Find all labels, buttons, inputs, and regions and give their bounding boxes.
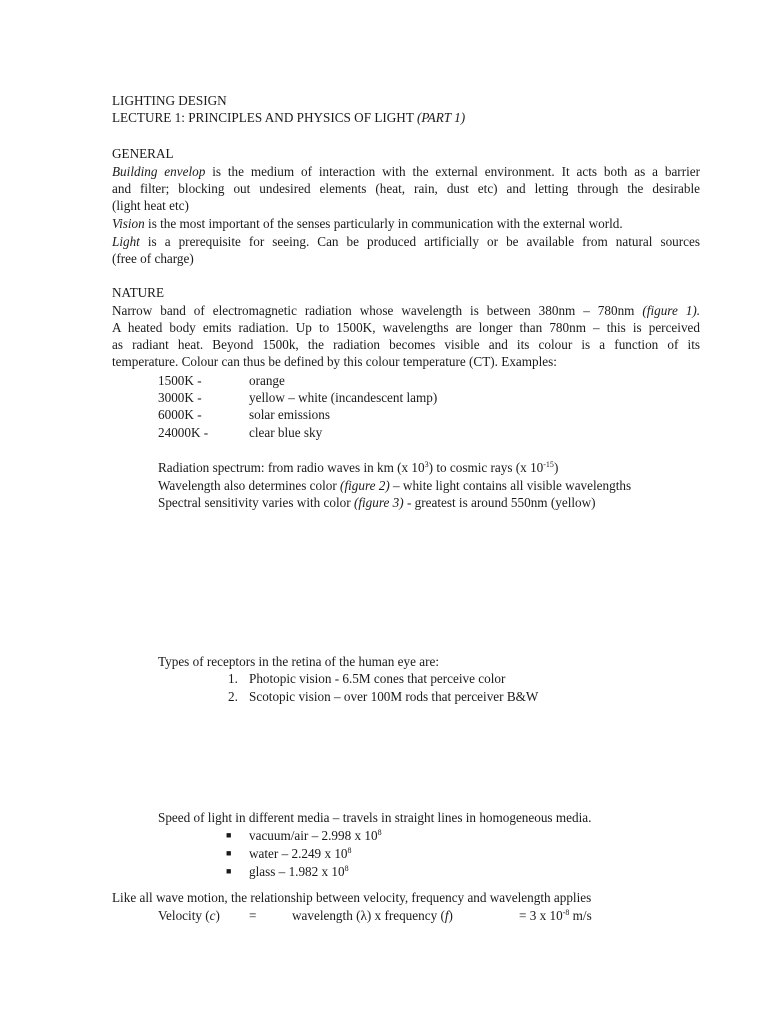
- envelop-line-3: (light heat etc): [112, 198, 189, 213]
- example-temp: 1500K -: [158, 373, 202, 388]
- sensitivity-line: Spectral sensitivity varies with color (figure 3) - greatest is around 550nm (yellow): [158, 495, 596, 510]
- media-item: vacuum/air – 2.998 x $10^8$: [249, 828, 382, 843]
- example-temp: 3000K -: [158, 390, 202, 405]
- lecture-part: (PART 1): [416, 110, 466, 125]
- figure-2-ref: (figure 2): [340, 478, 390, 493]
- example-temp: 24000K -: [158, 425, 209, 440]
- velocity-symbol: c: [209, 908, 216, 923]
- envelop-line-1: Building envelop is the medium of interaction with the external environment. It acts both as a barrier: [112, 164, 701, 179]
- light-line-1: Light is a prerequisite for seeing. Can be produced artificially or be available from natural sources: [112, 234, 700, 249]
- wave-intro: Like all wave motion, the relationship between velocity, frequency and wavelength applies: [112, 890, 592, 905]
- example-desc: solar emissions: [249, 407, 330, 422]
- example-temp: 6000K -: [158, 407, 202, 422]
- nature-line-4: temperature. Colour can thus be defined by this colour temperature (CT). Examples:: [112, 354, 557, 369]
- envelop-term: Building envelop: [112, 164, 206, 179]
- spectrum-line: Radiation spectrum: from radio waves in km (x $10^3$) to cosmic rays (x $10^{-15}$): [158, 460, 559, 475]
- lecture-title: LECTURE 1: PRINCIPLES AND PHYSICS OF LIGHT (PART 1): [112, 110, 466, 125]
- bullet-icon: ■: [226, 866, 232, 876]
- example-desc: orange: [249, 373, 285, 388]
- media-item: water – 2.249 x $10^8$: [249, 846, 352, 861]
- nature-line-3: as radiant heat. Beyond 1500k, the radiation becomes visible and its colour is a function of its: [112, 337, 700, 352]
- vision-line: Vision is the most important of the senses particularly in communication with the external world.: [112, 216, 623, 231]
- example-desc: yellow – white (incandescent lamp): [249, 390, 438, 405]
- media-item: glass – 1.982 x $10^8$: [249, 864, 349, 879]
- receptor-text: Photopic vision - 6.5M cones that perceive color: [249, 671, 506, 686]
- nature-line-1: Narrow band of electromagnetic radiation whose wavelength is between 380nm – 780nm (figure 1).: [112, 303, 701, 318]
- doc-title: LIGHTING DESIGN: [112, 93, 227, 108]
- light-term: Light: [112, 234, 140, 249]
- figure-1-ref: (figure 1).: [642, 303, 701, 318]
- receptor-number: 2.: [228, 689, 238, 704]
- equals-sign: =: [249, 908, 257, 923]
- vision-term: Vision: [112, 216, 145, 231]
- velocity-label: Velocity (c): [158, 908, 220, 923]
- velocity-result: = 3 x $10^{-8}$ m/s: [519, 908, 592, 923]
- wavelength-frequency: wavelength (λ) x frequency (f): [292, 908, 453, 923]
- receptors-intro: Types of receptors in the retina of the human eye are:: [158, 654, 440, 669]
- light-line-2: (free of charge): [112, 251, 194, 266]
- envelop-line-2: and filter; blocking out undesired elements (heat, rain, dust etc) and letting through the desirable: [112, 181, 700, 196]
- bullet-icon: ■: [226, 830, 232, 840]
- receptor-number: 1.: [228, 671, 238, 686]
- nature-heading: NATURE: [112, 285, 165, 300]
- general-heading: GENERAL: [112, 146, 174, 161]
- figure-3-ref: (figure 3): [353, 495, 404, 510]
- nature-line-2: A heated body emits radiation. Up to 1500K, wavelengths are longer than 780nm – this is perceived: [112, 320, 700, 335]
- receptor-text: Scotopic vision – over 100M rods that perceiver B&W: [249, 689, 539, 704]
- example-desc: clear blue sky: [249, 425, 323, 440]
- wavelength-line: Wavelength also determines color (figure 2) – white light contains all visible wavelengths: [158, 478, 632, 493]
- speed-intro: Speed of light in different media – travels in straight lines in homogeneous media.: [158, 810, 592, 825]
- bullet-icon: ■: [226, 848, 232, 858]
- frequency-symbol: f: [444, 908, 449, 923]
